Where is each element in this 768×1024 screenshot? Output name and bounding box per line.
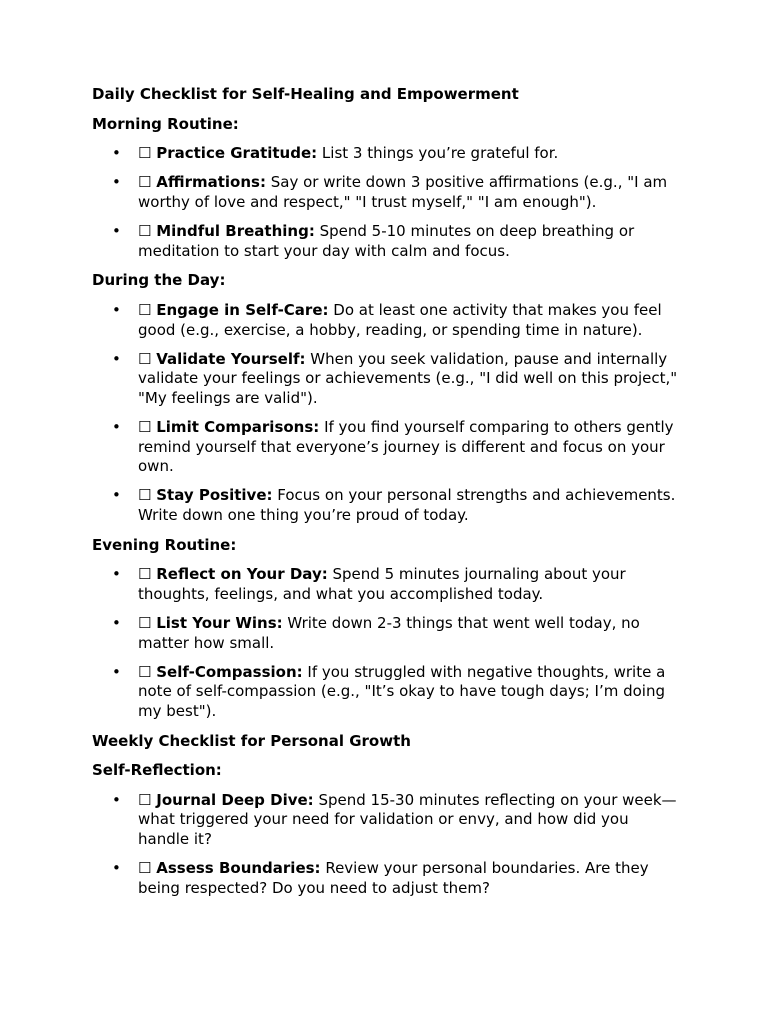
checklist-item: [92, 173, 682, 212]
bullet-icon: •: [112, 418, 121, 437]
checkbox-icon: ☐: [138, 859, 152, 878]
weekly-title: Weekly Checklist for Personal Growth: [92, 731, 411, 750]
checkbox-icon: ☐: [138, 662, 152, 681]
checklist-item: [92, 301, 682, 340]
checkbox-icon: ☐: [138, 349, 152, 368]
item-title: Stay Positive:: [156, 486, 273, 505]
checkbox-icon: ☐: [138, 486, 152, 505]
item-title: Journal Deep Dive:: [156, 790, 314, 809]
section-heading: Morning Routine:: [92, 114, 239, 133]
bullet-icon: •: [112, 349, 121, 368]
item-title: List Your Wins:: [156, 614, 283, 633]
section-heading: Self-Reflection:: [92, 761, 222, 780]
section-heading: Evening Routine:: [92, 535, 237, 554]
daily-sections: [92, 115, 682, 722]
item-text: Spend 5 minutes journaling about your thoughts, feelings, and what you accomplished today.: [138, 565, 626, 603]
checkbox-icon: ☐: [138, 565, 152, 584]
item-text: If you struggled with negative thoughts, write a note of self-compassion (e.g., "It’s okay to have tough days; I’m doing my best").: [138, 662, 666, 720]
checklist-item: [92, 222, 682, 261]
item-text: Review your personal boundaries. Are they being respected? Do you need to adjust them?: [138, 859, 649, 897]
checklist-item: [92, 859, 682, 898]
bullet-icon: •: [112, 486, 121, 505]
bullet-icon: •: [112, 662, 121, 681]
item-title: Engage in Self-Care:: [156, 300, 329, 319]
bullet-icon: •: [112, 790, 121, 809]
checkbox-icon: ☐: [138, 418, 152, 437]
checklist-item: [92, 418, 682, 477]
document-content: [92, 85, 682, 908]
item-title: Mindful Breathing:: [156, 222, 315, 241]
checkbox-icon: ☐: [138, 222, 152, 241]
bullet-icon: •: [112, 859, 121, 878]
item-text: Focus on your personal strengths and achievements.: [277, 486, 676, 505]
checkbox-icon: ☐: [138, 173, 152, 192]
checklist: [92, 301, 682, 526]
bullet-icon: •: [112, 144, 121, 163]
checklist: [92, 791, 682, 899]
item-title: Reflect on Your Day:: [156, 565, 328, 584]
item-extra-text: Write down one thing you’re proud of today.: [138, 506, 469, 525]
checklist-item: [92, 663, 682, 722]
item-text: Spend 5-10 minutes on deep breathing or meditation to start your day with calm and focus.: [138, 222, 635, 260]
checklist: [92, 144, 682, 261]
item-title: Affirmations:: [156, 173, 266, 192]
item-text: Do at least one activity that makes you feel good (e.g., exercise, a hobby, reading, or spending time in nature).: [138, 300, 662, 339]
checklist-item: [92, 614, 682, 653]
checklist-item: [92, 565, 682, 604]
checklist: [92, 565, 682, 721]
item-text: Say or write down 3 positive affirmations (e.g., "I am worthy of love and respect," "I trust myself," "I am enough").: [138, 173, 668, 211]
bullet-icon: •: [112, 565, 121, 584]
item-text: Write down 2-3 things that went well today, no matter how small.: [138, 614, 640, 652]
item-text: List 3 things you’re grateful for.: [321, 144, 559, 163]
item-title: Assess Boundaries:: [156, 859, 321, 878]
checkbox-icon: ☐: [138, 144, 152, 163]
document-title: Daily Checklist for Self-Healing and Empowerment: [92, 85, 519, 103]
section-heading: During the Day:: [92, 271, 226, 290]
checklist-item: [92, 350, 682, 409]
checklist-item: [92, 791, 682, 850]
item-title: Self-Compassion:: [156, 662, 303, 681]
item-title: Practice Gratitude:: [156, 144, 318, 163]
item-title: Validate Yourself:: [156, 349, 306, 368]
checkbox-icon: ☐: [138, 614, 152, 633]
item-text: If you find yourself comparing to others gently remind yourself that everyone’s journey is different and focus on your own.: [138, 418, 674, 476]
item-text: Spend 15-30 minutes reflecting on your week—what triggered your need for validation or envy, and how did you handle it?: [138, 790, 677, 848]
checkbox-icon: ☐: [138, 790, 152, 809]
checkbox-icon: ☐: [138, 300, 152, 319]
checklist-item: [92, 486, 682, 525]
bullet-icon: •: [112, 173, 121, 192]
checklist-item: [92, 144, 682, 164]
bullet-icon: •: [112, 222, 121, 241]
bullet-icon: •: [112, 300, 121, 319]
bullet-icon: •: [112, 614, 121, 633]
weekly-sections: [92, 761, 682, 898]
item-title: Limit Comparisons:: [156, 418, 320, 437]
item-text: When you seek validation, pause and internally validate your feelings or achievements (e.g., "I did well on this project," "My feelings are valid").: [138, 349, 678, 407]
